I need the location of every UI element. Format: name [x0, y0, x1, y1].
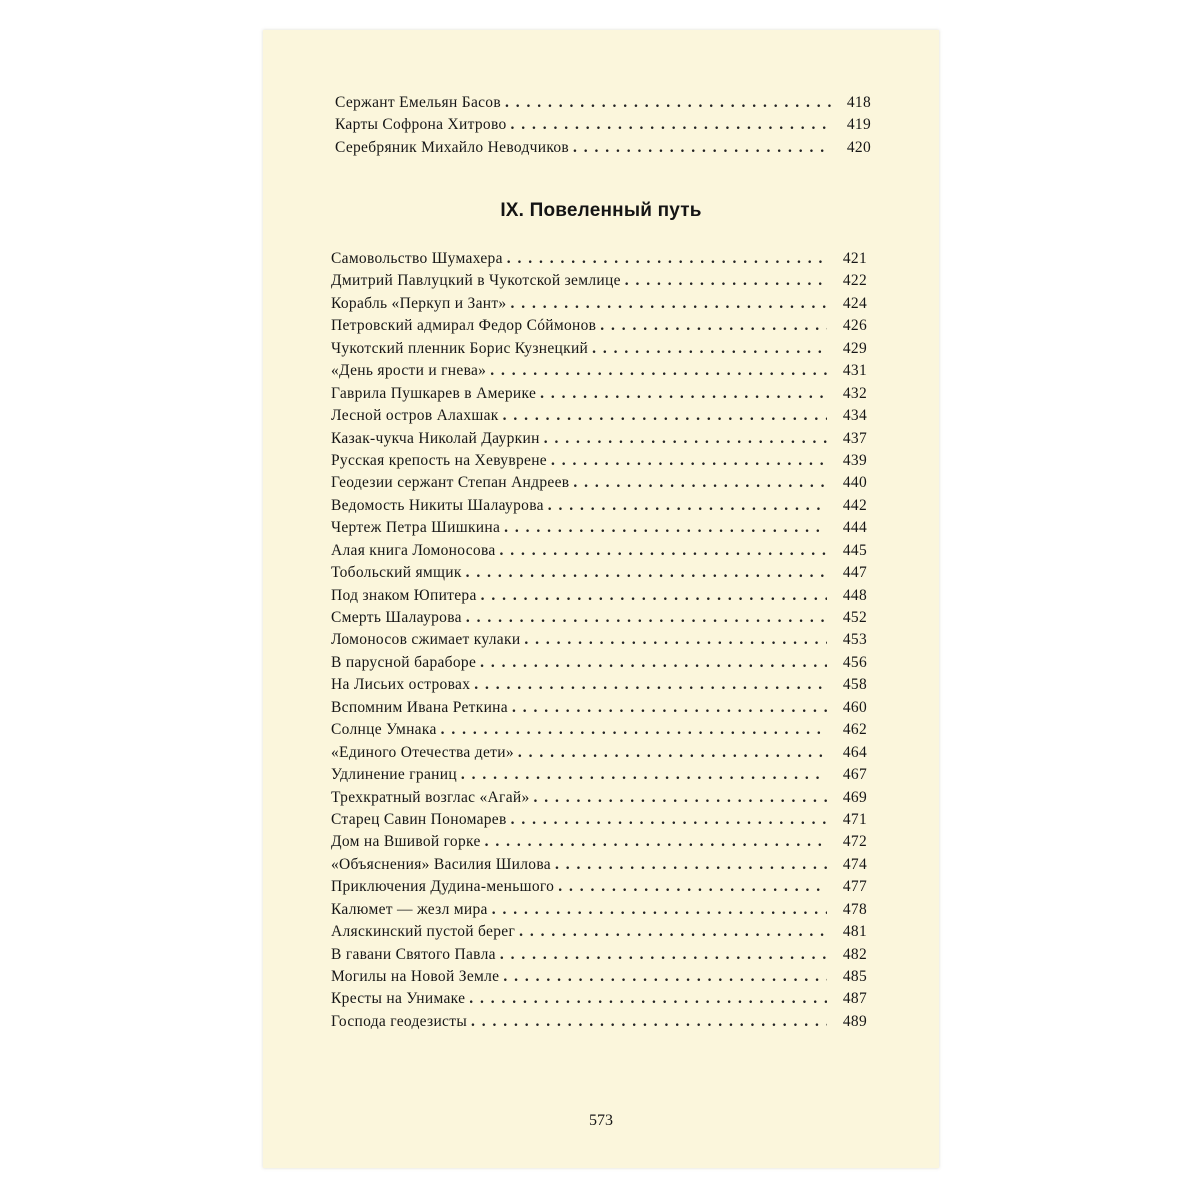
toc-entry-title: Самовольство Шумахера — [331, 250, 503, 267]
toc-entry-page: 472 — [842, 833, 867, 851]
toc-entry-page: 467 — [842, 766, 867, 784]
dot-leader — [466, 607, 827, 629]
toc-entry-page: 429 — [842, 339, 867, 357]
toc-entry-page: 442 — [842, 496, 867, 514]
toc-entry — [331, 517, 867, 539]
toc-entry — [331, 899, 867, 921]
toc-entry — [331, 472, 867, 494]
toc-entry-title: Карты Софрона Хитрово — [335, 116, 507, 134]
dot-leader — [592, 338, 827, 360]
toc-entry-title: Солнце Умнака — [331, 721, 437, 739]
dot-leader — [466, 562, 827, 584]
toc-entry-page: 487 — [842, 990, 867, 1008]
toc-entry-page: 469 — [842, 788, 867, 806]
toc-entry-title: Ломоносов сжимает кулаки — [331, 631, 521, 649]
toc-entry-title: В гавани Святого Павла — [331, 945, 496, 963]
toc-entry-title: Ведомость Никиты Шалаурова — [331, 496, 544, 514]
dot-leader — [573, 472, 827, 494]
dot-leader — [469, 988, 827, 1010]
dot-leader — [544, 428, 827, 450]
dot-leader — [507, 248, 827, 270]
dot-leader — [504, 517, 827, 539]
dot-leader — [503, 966, 827, 988]
dot-leader — [519, 921, 827, 943]
toc-entry — [331, 944, 867, 966]
dot-leader — [480, 652, 827, 674]
dot-leader — [540, 383, 827, 405]
toc-entry-page: 439 — [842, 451, 867, 469]
dot-leader — [600, 315, 827, 337]
dot-leader — [461, 764, 827, 786]
toc-entry-title: Лесной остров Алахшак — [331, 407, 499, 425]
toc-entry — [331, 270, 867, 292]
toc-entry-page: 453 — [842, 631, 867, 649]
toc-entry-title: Могилы на Новой Земле — [331, 968, 500, 985]
toc-entry-title: Тобольский ямщик — [331, 564, 462, 582]
toc-entry-title: «Единого Отечества дети» — [331, 743, 514, 761]
toc-entry — [331, 854, 867, 876]
toc-entry — [331, 405, 867, 427]
dot-leader — [474, 674, 827, 696]
toc-entry-page: 489 — [842, 1012, 867, 1030]
toc-entry — [331, 293, 867, 315]
toc-entry — [331, 652, 867, 674]
toc-entry-page: 460 — [842, 698, 867, 716]
toc-entry-title: Приключения Дудина-меньшого — [331, 878, 555, 896]
toc-entry-page: 471 — [842, 810, 867, 828]
toc-entry-page: 458 — [842, 676, 867, 694]
toc-entry-page: 431 — [842, 362, 867, 380]
toc-entry — [331, 787, 867, 809]
toc-entry-title: Калюмет — жезл мира — [331, 900, 488, 918]
dot-leader — [511, 809, 827, 831]
toc-entry-page: 434 — [842, 407, 867, 425]
section-heading: IX. Повеленный путь — [500, 200, 702, 221]
dot-leader — [503, 405, 827, 427]
dot-leader — [558, 876, 827, 898]
toc-entry-page: 456 — [842, 653, 867, 671]
toc-entry-title: Гаврила Пушкарев в Америке — [331, 384, 537, 402]
toc-entry-page: 477 — [842, 878, 867, 896]
toc-entry — [331, 764, 867, 786]
toc-section-list — [331, 248, 871, 1033]
toc-entry-page: 444 — [842, 519, 867, 537]
toc-entry — [331, 674, 867, 696]
toc-entry — [331, 876, 867, 898]
toc-entry-page: 447 — [842, 564, 867, 582]
toc-entry — [331, 450, 867, 472]
dot-leader — [555, 854, 827, 876]
toc-entry-page: 485 — [842, 968, 867, 985]
toc-entry-title: Вспомним Ивана Реткина — [331, 698, 508, 716]
dot-leader — [573, 137, 831, 159]
toc-entry — [331, 562, 867, 584]
toc-entry-page: 440 — [842, 474, 867, 492]
toc-entry — [331, 719, 867, 741]
toc-entry — [331, 809, 867, 831]
toc-entry-title: «Объяснения» Василия Шилова — [331, 855, 551, 873]
toc-entry — [331, 495, 867, 517]
toc-entry-page: 482 — [842, 945, 867, 963]
dot-leader — [518, 742, 827, 764]
toc-entry-page: 448 — [842, 586, 867, 604]
toc-entry — [335, 114, 871, 136]
toc-entry — [331, 921, 867, 943]
toc-entry-title: Сержант Емельян Басов — [335, 94, 501, 111]
toc-entry-title: Кресты на Унимаке — [331, 990, 466, 1008]
toc-entry-title: Дом на Вшивой горке — [331, 833, 481, 851]
toc-entry-page: 418 — [846, 94, 871, 111]
toc-entry-page: 462 — [842, 721, 867, 739]
dot-leader — [512, 697, 827, 719]
toc-entry — [331, 383, 867, 405]
toc-entry-title: Трехкратный возглас «Агай» — [331, 788, 530, 806]
dot-leader — [548, 495, 827, 517]
toc-entry — [331, 966, 867, 988]
dot-leader — [625, 270, 827, 292]
toc-entry — [331, 360, 867, 382]
toc-entry — [331, 1011, 867, 1033]
toc-entry-title: Смерть Шалаурова — [331, 609, 462, 626]
toc-entry — [331, 742, 867, 764]
toc-entry-page: 419 — [846, 116, 871, 134]
dot-leader — [510, 293, 827, 315]
toc-entry-title: На Лисьих островах — [331, 676, 471, 694]
toc-entry-title: Чукотский пленник Борис Кузнецкий — [331, 339, 589, 357]
dot-leader — [505, 92, 831, 114]
dot-leader — [551, 450, 827, 472]
toc-entry-page: 422 — [842, 272, 867, 290]
toc-entry-page: 478 — [842, 900, 867, 918]
dot-leader — [511, 114, 831, 136]
toc-entry-title: Старец Савин Пономарев — [331, 810, 507, 828]
dot-leader — [490, 360, 827, 382]
toc-entry-title: Господа геодезисты — [331, 1012, 468, 1030]
toc-entry — [335, 92, 871, 114]
toc-entry — [331, 988, 867, 1010]
book-page — [263, 30, 939, 1168]
dot-leader — [441, 719, 827, 741]
toc-entry-page: 426 — [842, 317, 867, 335]
toc-entry-title: В парусной бараборе — [331, 653, 477, 671]
toc-entry-title: Дмитрий Павлуцкий в Чукотской землице — [331, 272, 621, 290]
toc-entry-title: «День ярости и гнева» — [331, 362, 487, 380]
toc-entry — [331, 831, 867, 853]
toc-entry-page: 474 — [842, 855, 867, 873]
toc-entry-title: Корабль «Перкуп и Зант» — [331, 294, 507, 312]
toc-entry-title: Алая книга Ломоносова — [331, 541, 496, 559]
toc-entry-page: 452 — [842, 609, 867, 626]
toc-entry — [331, 338, 867, 360]
toc-entry — [331, 607, 867, 629]
dot-leader — [534, 787, 827, 809]
toc-entry-page: 424 — [842, 294, 867, 312]
toc-entry — [331, 248, 867, 270]
toc-entry-page: 445 — [842, 541, 867, 559]
toc-entry — [335, 137, 871, 159]
toc-entry-title: Петровский адмирал Федор Сóймонов — [331, 317, 597, 335]
toc-entry-page: 481 — [842, 923, 867, 941]
toc-entry-page: 420 — [846, 138, 871, 156]
toc-entry-title: Казак-чукча Николай Дауркин — [331, 429, 540, 447]
toc-entry — [331, 697, 867, 719]
toc-continued-list — [335, 92, 871, 159]
toc-entry-title: Удлинение границ — [331, 766, 457, 784]
dot-leader — [492, 899, 827, 921]
toc-entry — [331, 315, 867, 337]
toc-entry-title: Серебряник Михайло Неводчиков — [335, 138, 570, 156]
toc-entry-title: Геодезии сержант Степан Андреев — [331, 474, 570, 492]
dot-leader — [524, 629, 827, 651]
toc-entry — [331, 540, 867, 562]
toc-entry-page: 437 — [842, 429, 867, 447]
dot-leader — [485, 831, 827, 853]
dot-leader — [481, 585, 827, 607]
toc-entry — [331, 428, 867, 450]
page-number: 573 — [589, 1112, 613, 1129]
dot-leader — [471, 1011, 827, 1033]
toc-entry-title: Под знаком Юпитера — [331, 586, 477, 604]
dot-leader — [500, 944, 827, 966]
toc-entry — [331, 585, 867, 607]
toc-entry-page: 464 — [842, 743, 867, 761]
toc-entry-title: Аляскинский пустой берег — [331, 923, 516, 941]
toc-entry-title: Чертеж Петра Шишкина — [331, 519, 501, 537]
dot-leader — [500, 540, 827, 562]
toc-entry-title: Русская крепость на Хевуврене — [331, 451, 547, 469]
toc-entry — [331, 629, 867, 651]
toc-entry-page: 421 — [842, 250, 867, 267]
toc-entry-page: 432 — [842, 384, 867, 402]
